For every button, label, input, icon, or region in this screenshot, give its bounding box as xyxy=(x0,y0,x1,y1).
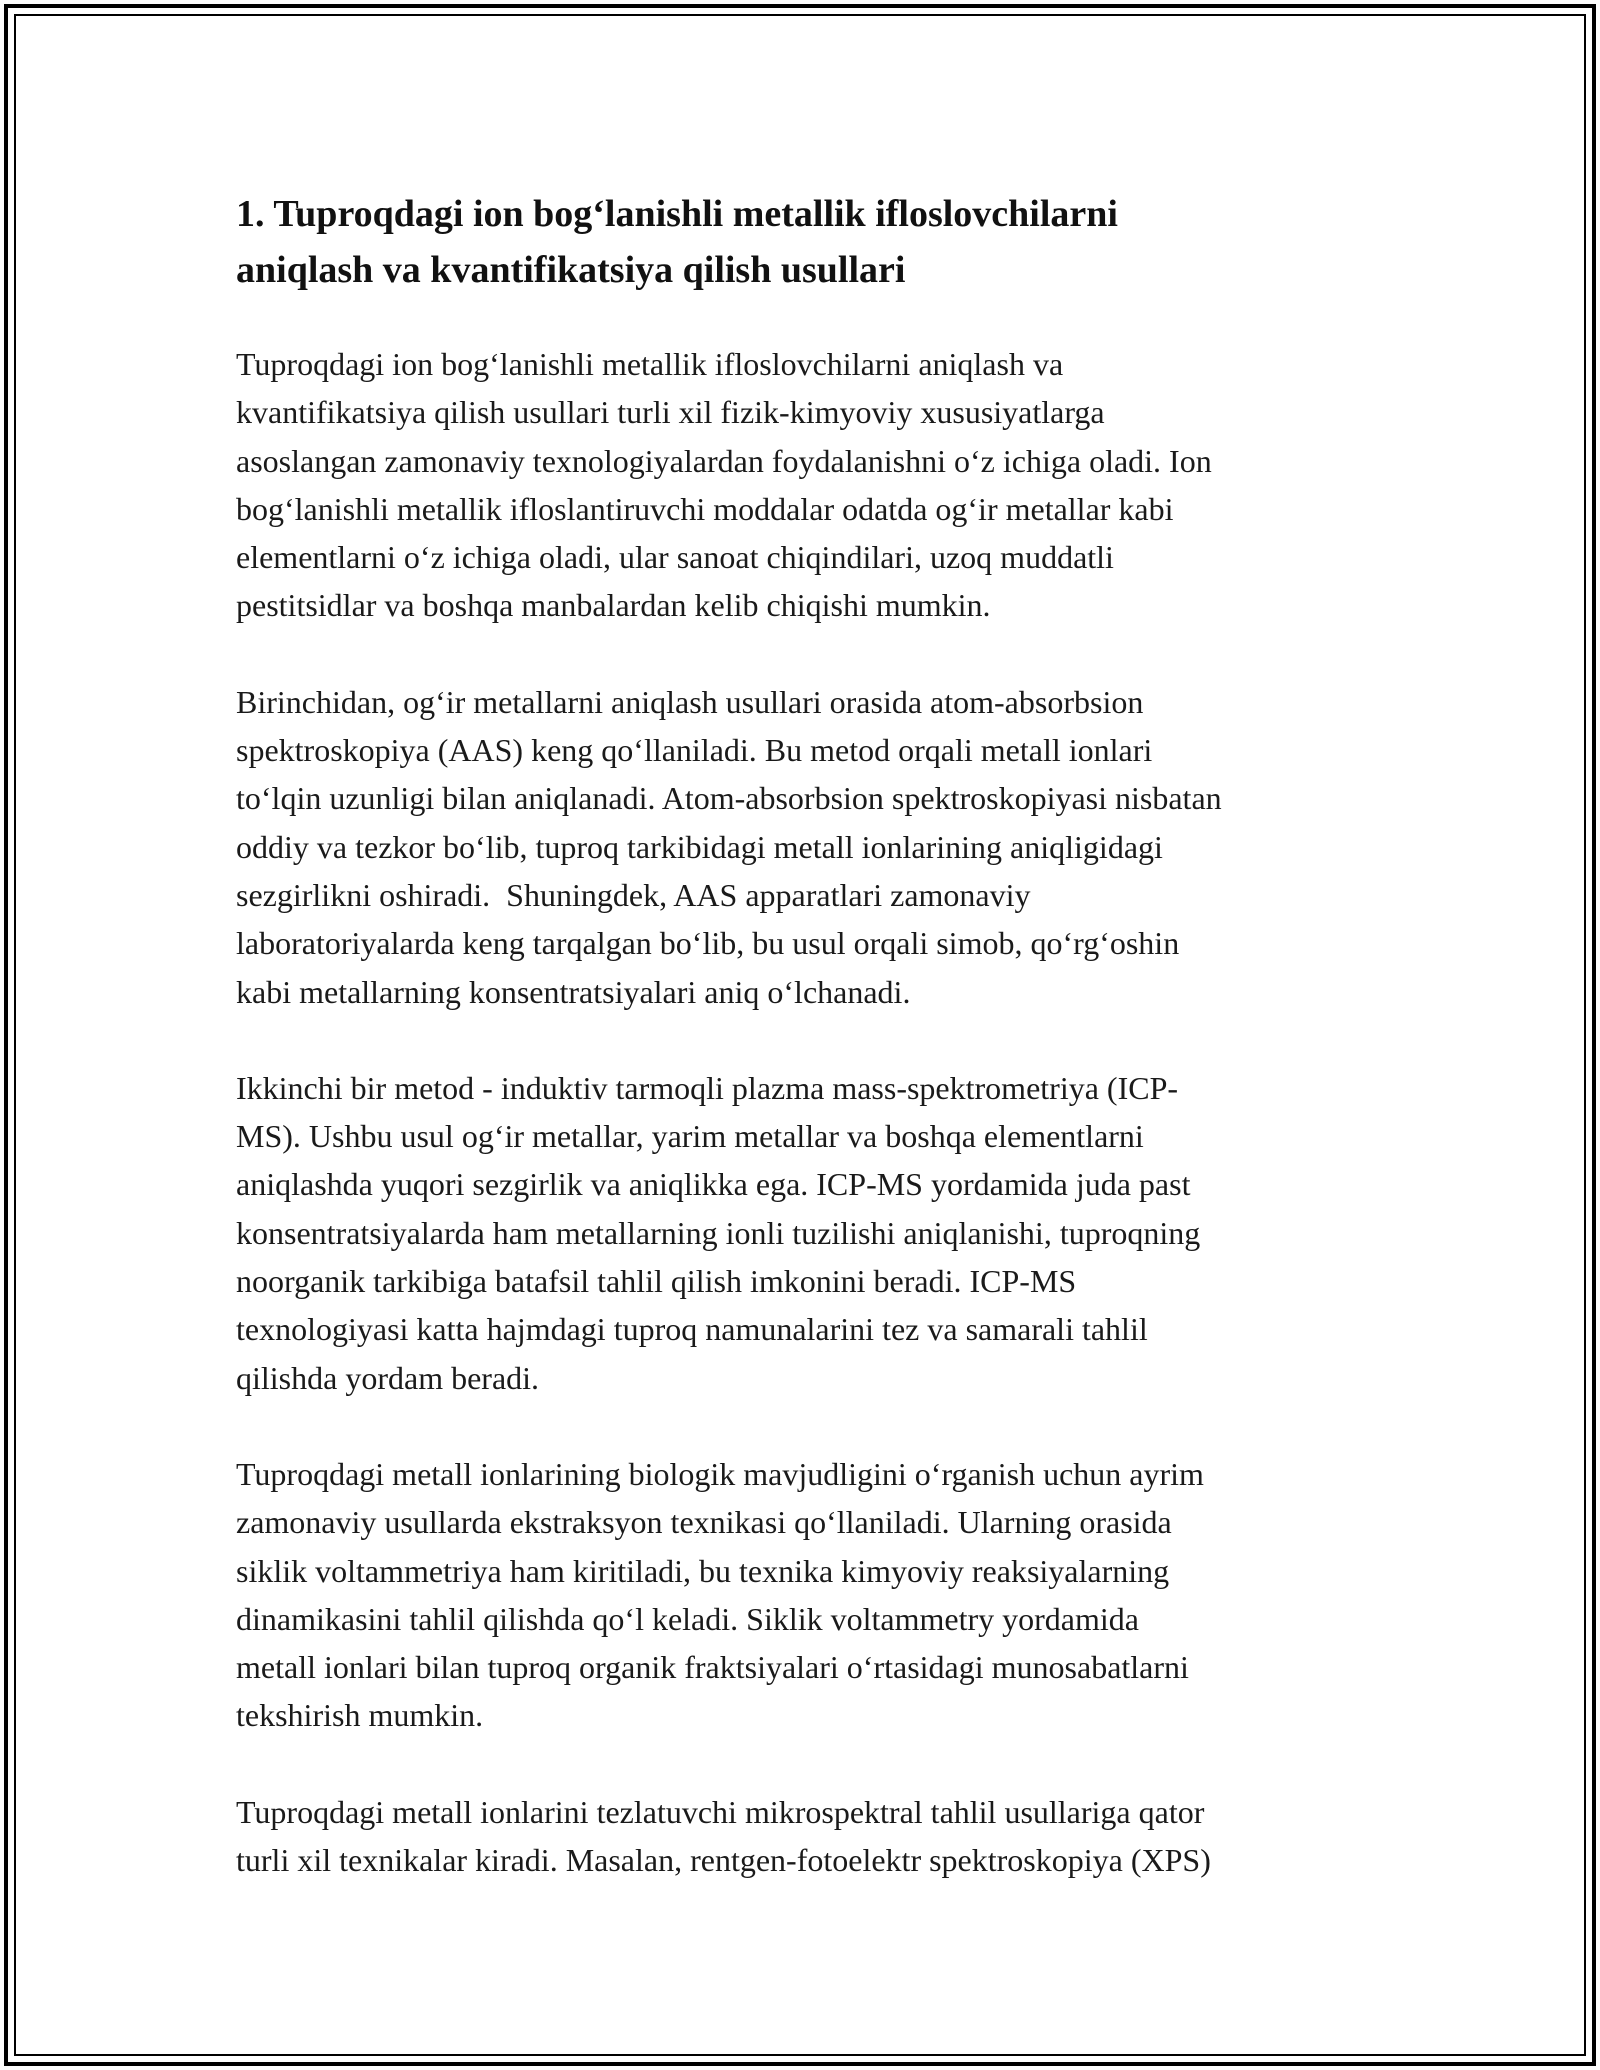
text-line: Tuproqdagi metall ionlarining biologik mavjudligini o‘rganish uchun ayrim xyxy=(236,1455,1204,1492)
text-line: noorganik tarkibiga batafsil tahlil qilish imkonini beradi. ICP-MS xyxy=(236,1263,1077,1300)
text-line: oddiy va tezkor bo‘lib, tuproq tarkibidagi metall ionlarining aniqligidagi xyxy=(236,828,1163,865)
text-line: to‘lqin uzunligi bilan aniqlanadi. Atom-absorbsion spektroskopiyasi nisbatan xyxy=(236,780,1222,817)
paragraph-1 xyxy=(236,340,1386,630)
text-line: Birinchidan, og‘ir metallarni aniqlash usullari orasida atom-absorbsion xyxy=(236,683,1144,720)
text-line: kabi metallarning konsentratsiyalari aniq o‘lchanadi. xyxy=(236,973,911,1010)
text-line: dinamikasini tahlil qilishda qo‘l keladi. Siklik voltammetry yordamida xyxy=(236,1600,1139,1637)
text-line: konsentratsiyalarda ham metallarning ionli tuzilishi aniqlanishi, tuproqning xyxy=(236,1214,1201,1251)
title-line: aniqlash va kvantifikatsiya qilish usullari xyxy=(236,249,906,291)
text-line: aniqlashda yuqori sezgirlik va aniqlikka ega. ICP-MS yordamida juda past xyxy=(236,1166,1191,1203)
title-line: 1. Tuproqdagi ion bog‘lanishli metallik ifloslovchilarni xyxy=(236,193,1118,235)
text-line: elementlarni o‘z ichiga oladi, ular sanoat chiqindilari, uzoq muddatli xyxy=(236,539,1114,576)
text-line: Tuproqdagi ion bog‘lanishli metallik ifloslovchilarni aniqlash va xyxy=(236,346,1064,382)
text-line: siklik voltammetriya ham kiritiladi, bu texnika kimyoviy reaksiyalarning xyxy=(236,1552,1170,1589)
text-line: Ikkinchi bir metod - induktiv tarmoqli plazma mass-spektrometriya (ICP- xyxy=(236,1069,1179,1106)
text-line: qilishda yordam beradi. xyxy=(236,1359,540,1396)
text-line: kvantifikatsiya qilish usullari turli xil fizik-kimyoviy xususiyatlarga xyxy=(236,394,1105,431)
paragraph-3 xyxy=(236,1064,1386,1402)
text-line: sezgirlikni oshiradi. Shuningdek, AAS apparatlari zamonaviy xyxy=(236,876,1031,913)
text-line: asoslangan zamonaviy texnologiyalardan foydalanishni o‘z ichiga oladi. Ion xyxy=(236,442,1212,479)
text-line: pestitsidlar va boshqa manbalardan kelib chiqishi mumkin. xyxy=(236,587,991,624)
text-line: turli xil texnikalar kiradi. Masalan, rentgen-fotoelektr spektroskopiya (XPS) xyxy=(236,1842,1211,1879)
paragraph-5 xyxy=(236,1788,1386,1885)
text-line: texnologiyasi katta hajmdagi tuproq namunalarini tez va samarali tahlil xyxy=(236,1311,1148,1348)
text-line: tekshirish mumkin. xyxy=(236,1697,484,1734)
document-body xyxy=(236,186,1386,1932)
text-line: spektroskopiya (AAS) keng qo‘llaniladi. Bu metod orqali metall ionlari xyxy=(236,732,1153,769)
text-line: MS). Ushbu usul og‘ir metallar, yarim metallar va boshqa elementlarni xyxy=(236,1118,1144,1155)
text-line: Tuproqdagi metall ionlarini tezlatuvchi mikrospektral tahlil usullariga qator xyxy=(236,1793,1205,1830)
paragraph-2 xyxy=(236,678,1386,1016)
paragraph-4 xyxy=(236,1450,1386,1740)
text-line: zamonaviy usullarda ekstraksyon texnikasi qo‘llaniladi. Ularning orasida xyxy=(236,1504,1172,1541)
text-line: bog‘lanishli metallik ifloslantiruvchi moddalar odatda og‘ir metallar kabi xyxy=(236,490,1174,527)
section-title xyxy=(236,186,1386,298)
text-line: metall ionlari bilan tuproq organik fraktsiyalari o‘rtasidagi munosabatlarni xyxy=(236,1649,1189,1686)
text-line: laboratoriyalarda keng tarqalgan bo‘lib, bu usul orqali simob, qo‘rg‘oshin xyxy=(236,925,1180,962)
